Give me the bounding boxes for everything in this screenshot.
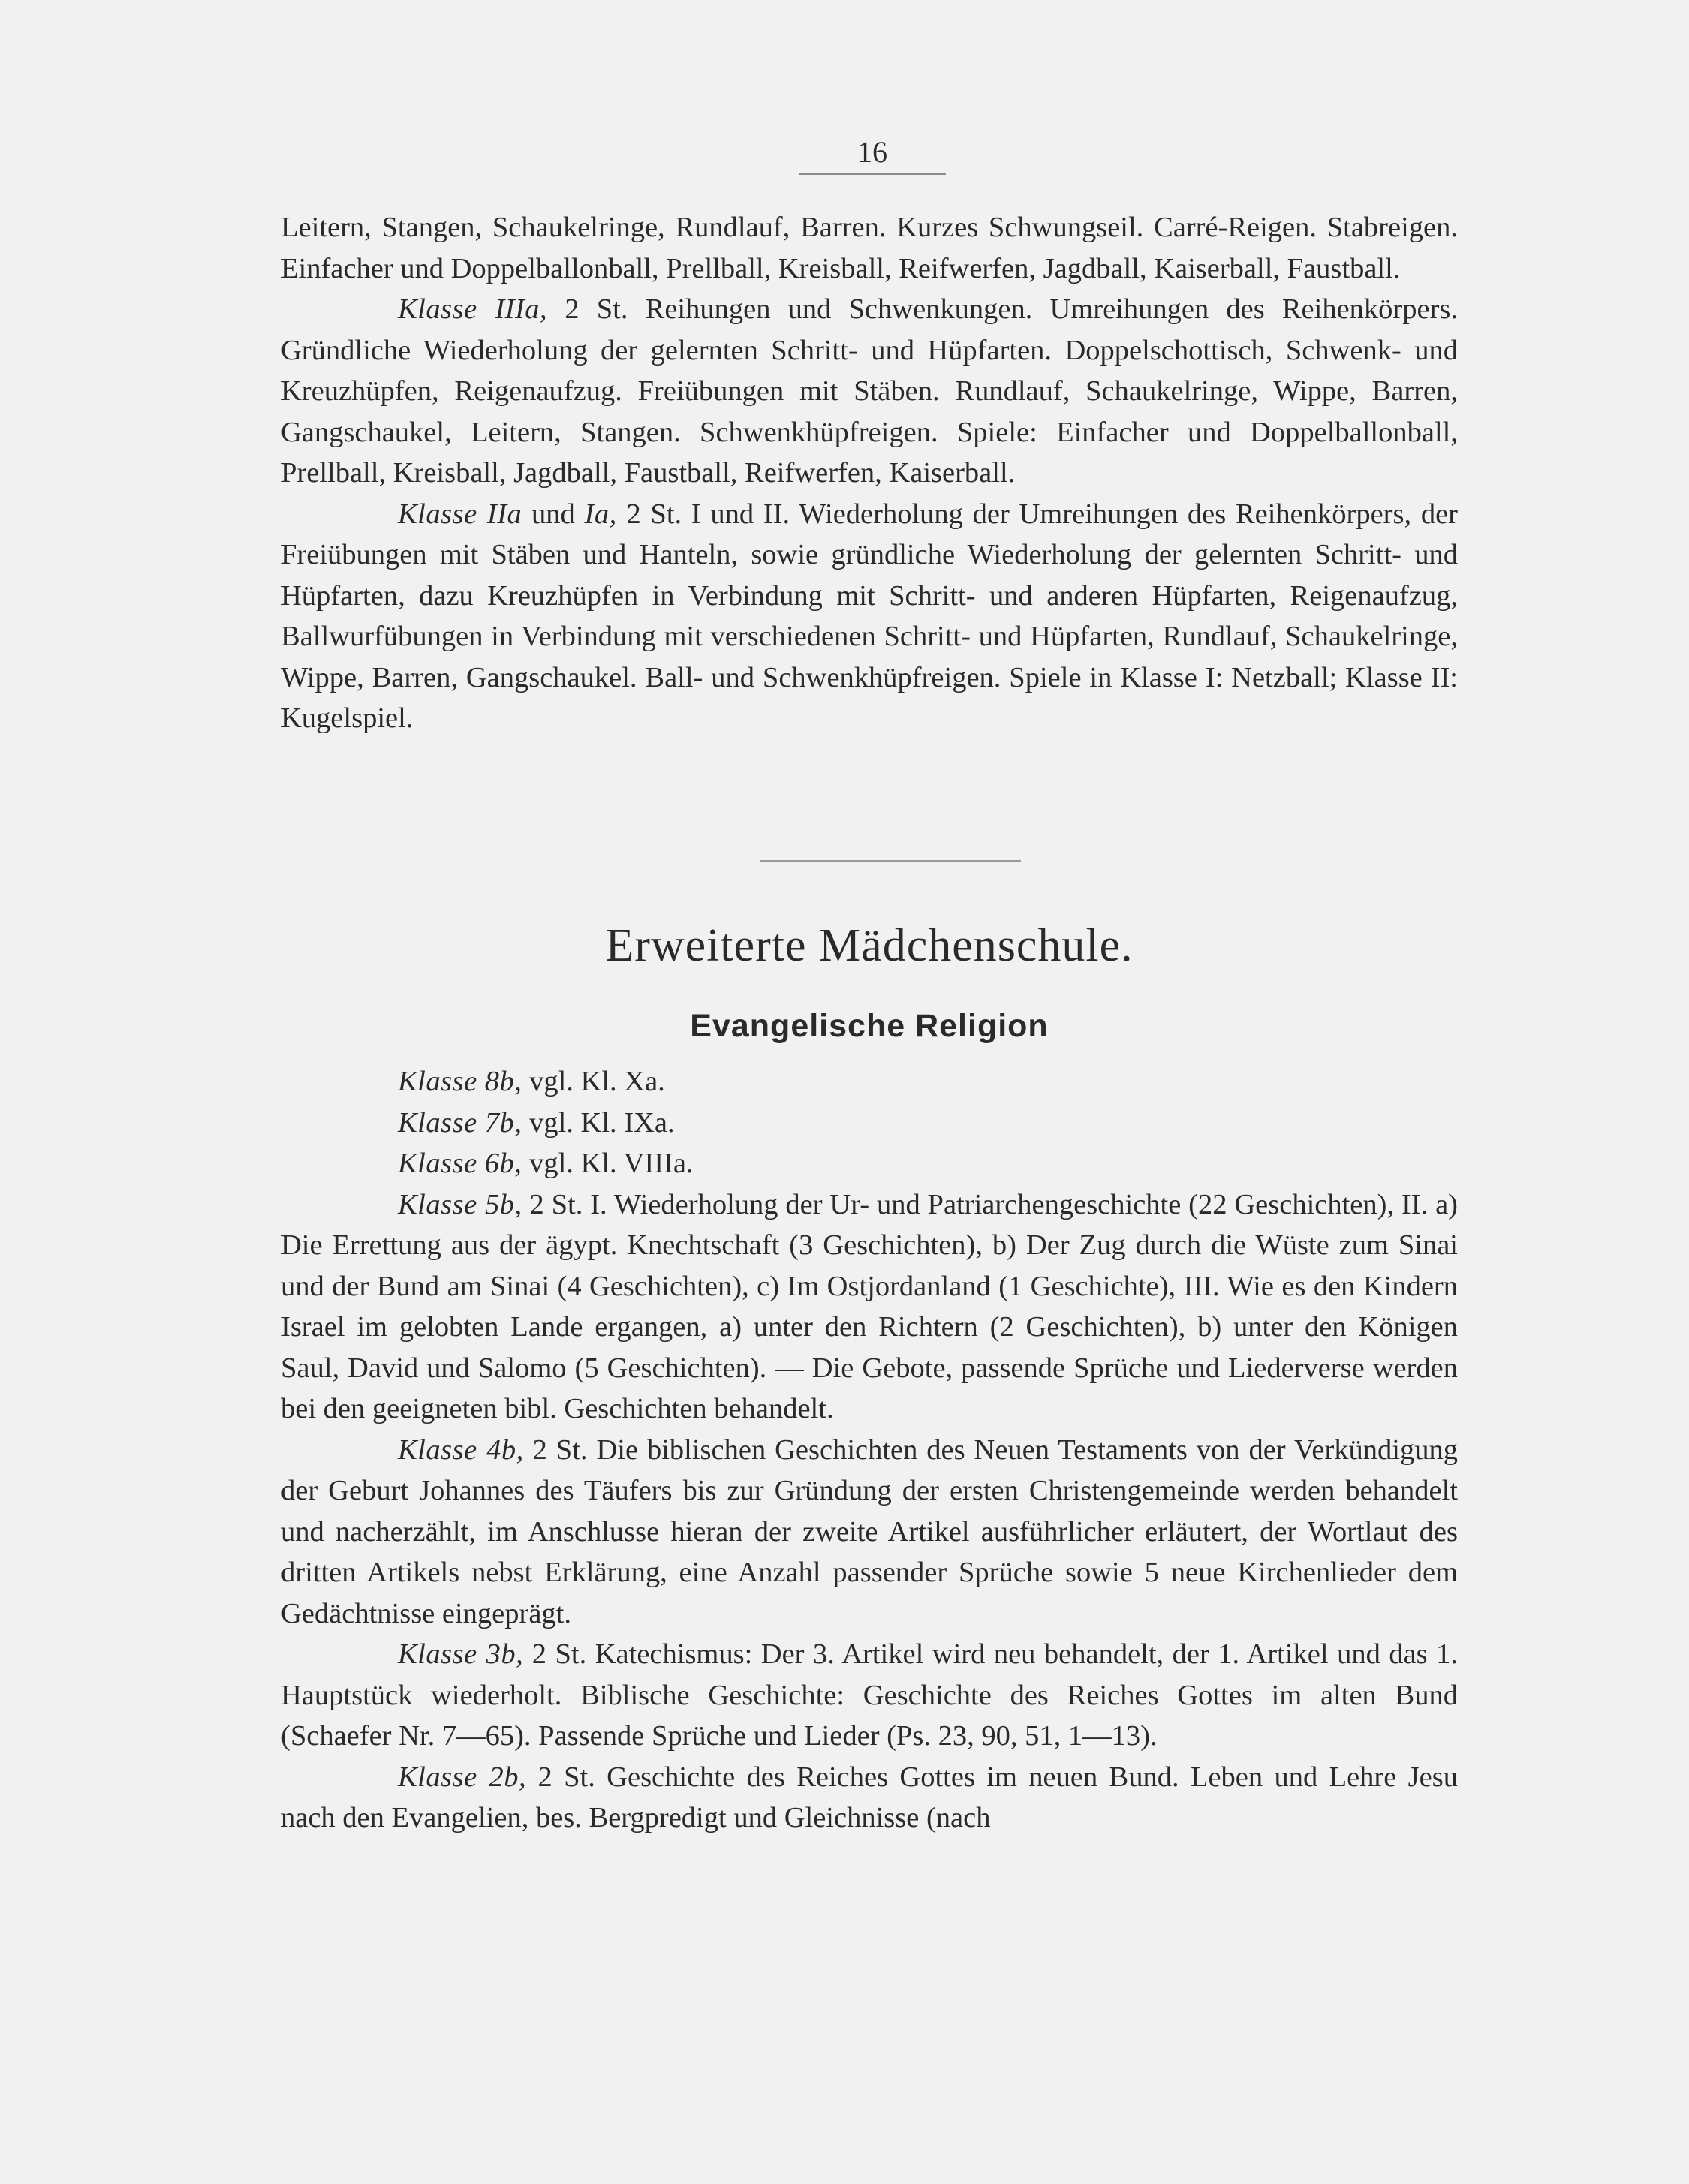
line-text: vgl. Kl. VIIIa.: [522, 1148, 694, 1179]
paragraph-klasse-5b: [281, 1184, 1458, 1430]
line-klasse-6b: [281, 1143, 1458, 1184]
klasse-label: Klasse 6b,: [398, 1148, 522, 1179]
klasse-label: Klasse 5b,: [398, 1188, 522, 1220]
line-klasse-7b: [281, 1103, 1458, 1144]
paragraph-text: 2 St. Katechismus: Der 3. Artikel wird neu behandelt, der 1. Artikel und das 1. Hauptstück wiederholt. Biblische Geschichte: Geschichte des Reiches Gottes im alten Bund (Schaefer Nr. 7—65). Passende Sprüche und Lieder (Ps. 23, 90, 51, 1—13).: [281, 1638, 1458, 1752]
paragraph-klasse-3b: [281, 1634, 1458, 1757]
paragraph-text: 2 St. Geschichte des Reiches Gottes im neuen Bund. Leben und Lehre Jesu nach den Evangelien, bes. Bergpredigt und Gleichnisse (nach: [281, 1761, 1458, 1834]
klasse-label: Klasse 4b,: [398, 1433, 524, 1466]
line-text: vgl. Kl. Xa.: [522, 1066, 665, 1097]
line-klasse-8b: [281, 1061, 1458, 1103]
klasse-label: Klasse IIa: [398, 498, 522, 530]
page-number: 16: [857, 135, 887, 169]
paragraph-continued: Leitern, Stangen, Schaukelringe, Rundlauf, Barren. Kurzes Schwungseil. Carré-Reigen. Stabreigen. Einfacher und Doppelballonball, Prellball, Kreisball, Reifwerfen, Jagdball, Kaiserball, Faustball.: [281, 212, 1458, 284]
paragraph-klasse-2b: [281, 1757, 1458, 1839]
paragraph-klasse-4b: [281, 1430, 1458, 1635]
line-text: vgl. Kl. IXa.: [522, 1106, 675, 1139]
klasse-label: Klasse 2b,: [398, 1761, 527, 1793]
section-heading: Erweiterte Mädchenschule.: [605, 920, 1134, 971]
klasse-label: Klasse 3b,: [398, 1638, 524, 1670]
paragraph-text: 2 St. Reihungen und Schwenkungen. Umreihungen des Reihenkörpers. Gründliche Wiederholung der gelernten Schritt- und Hüpfarten. Doppelschottisch, Schwenk- und Kreuzhüpfen, Reigenaufzug. Freiübungen mit Stäben. Rundlauf, Schaukelringe, Wippe, Barren, Gangschaukel, Leitern, Stangen. Schwenkhüpfreigen. Spiele: Einfacher und Doppelballonball, Prellball, Kreisball, Jagdball, Faustball, Reifwerfen, Kaiserball.: [281, 293, 1458, 489]
paragraph-text: 2 St. I. Wiederholung der Ur- und Patriarchengeschichte (22 Geschichten), II. a) Die Errettung aus der ägypt. Knechtschaft (3 Geschichten), b) Der Zug durch die Wüste zum Sinai und der Bund am Sinai (4 Geschichten), c) Im Ostjordanland (1 Geschichte), III. Wie es den Kindern Israel im gelobten Lande ergangen, a) unter den Richtern (2 Geschichten), b) unter den Königen Saul, David und Salomo (5 Geschichten). — Die Gebote, passende Sprüche und Liederverse werden bei den geeigneten bibl. Geschichten behandelt.: [281, 1188, 1458, 1424]
text-block-religion: [281, 1061, 1458, 1839]
section-divider: [760, 860, 1021, 862]
paragraph-klasse-2a-1a: [281, 494, 1458, 739]
paragraph-text: 2 St. Die biblischen Geschichten des Neuen Testaments von der Verkündigung der Geburt Johannes des Täufers bis zur Gründung der ersten Christengemeinde werden behandelt und nacherzählt, im Anschlusse hieran der zweite Artikel ausführlicher erläutert, der Wortlaut des dritten Artikels nebst Erklärung, eine Anzahl passender Sprüche sowie 5 neue Kirchenlieder dem Gedächtnisse eingeprägt.: [281, 1433, 1458, 1629]
paragraph-klasse-3a: [281, 289, 1458, 494]
paragraph-text: 2 St. I und II. Wiederholung der Umreihungen des Reihenkörpers, der Freiübungen mit Stäben und Hanteln, sowie gründliche Wiederholung der gelernten Schritt- und Hüpfarten, dazu Kreuzhüpfen in Verbindung mit Schritt- und anderen Hüpfarten, Reigenaufzug, Ballwurfübungen in Verbindung mit verschiedenen Schritt- und Hüpfarten, Rundlauf, Schaukelringe, Wippe, Barren, Gangschaukel. Ball- und Schwenkhüpfreigen. Spiele in Klasse I: Netzball; Klasse II: Kugelspiel.: [281, 498, 1458, 734]
klasse-label: Klasse 8b,: [398, 1066, 522, 1097]
page-number-rule: [799, 173, 946, 175]
text-block-turnen: [281, 207, 1458, 739]
klasse-label: Klasse 7b,: [398, 1106, 522, 1139]
klasse-label-2: Ia,: [584, 498, 617, 530]
subsection-heading: Evangelische Religion: [690, 1008, 1049, 1044]
klasse-label: Klasse IIIa,: [398, 293, 548, 325]
connector-text: und: [522, 498, 585, 530]
